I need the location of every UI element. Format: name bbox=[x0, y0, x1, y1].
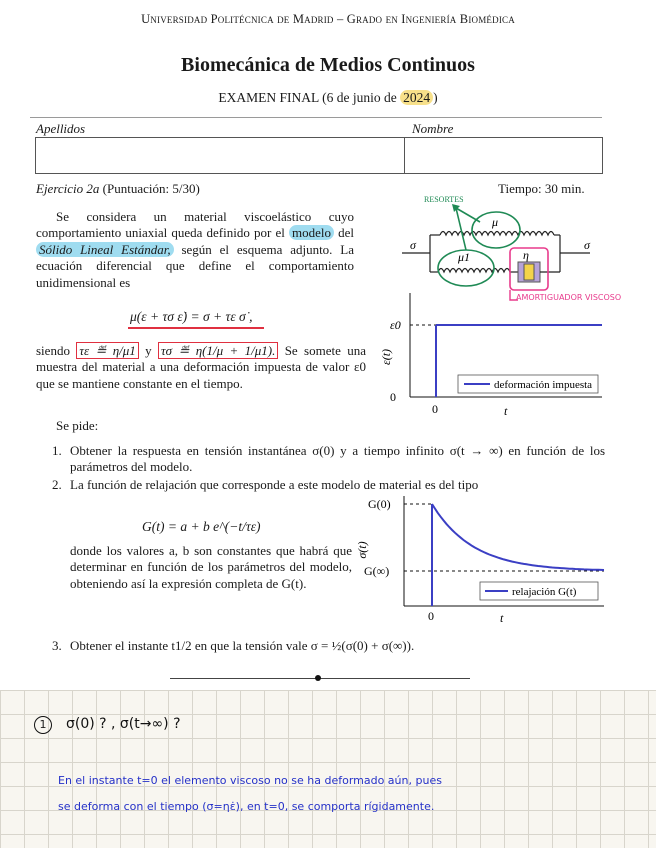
mu-label: μ bbox=[492, 215, 499, 229]
relaxation-series-line bbox=[432, 504, 604, 570]
q2-number: 2. bbox=[52, 477, 62, 492]
intro-a: Se considera un material viscoelástico cuyo comportamiento uniaxial queda definido por el bbox=[36, 209, 354, 241]
x-tick-label: 0 bbox=[428, 609, 434, 623]
highlight-modelo: modelo bbox=[289, 225, 334, 240]
y-axis-label: σ(t) bbox=[355, 541, 369, 559]
y-tick-label: 0 bbox=[390, 390, 396, 404]
intro-paragraph bbox=[36, 209, 354, 291]
equation-underline bbox=[128, 327, 264, 329]
q1-number: 1. bbox=[52, 443, 62, 458]
question-2-detail: donde los valores a, b son constantes que habrá que determinar en función de los parámetros del modelo, obteniendo así la expresión completa de G(t). bbox=[70, 543, 352, 591]
apellidos-label: Apellidos bbox=[36, 121, 86, 136]
mu1-label: μ1 bbox=[458, 250, 471, 264]
notes-grid bbox=[0, 690, 656, 848]
y-tick-label: G(0) bbox=[368, 497, 391, 511]
notes-line-2: se deforma con el tiempo (σ=ηε̇), en t=0, se comporta rígidamente. bbox=[58, 800, 435, 813]
exam-suffix: ) bbox=[433, 90, 438, 105]
nombre-label: Nombre bbox=[412, 121, 454, 136]
sigma-left-label: σ bbox=[410, 238, 416, 252]
apellidos-field[interactable] bbox=[35, 137, 405, 174]
legend-label: deformación impuesta bbox=[494, 379, 593, 391]
separator-dot bbox=[315, 675, 321, 681]
spring-mu1 bbox=[438, 269, 510, 273]
highlight-solido: Sólido Lineal Estándar, bbox=[36, 242, 174, 257]
y-tick-label: G(∞) bbox=[364, 564, 390, 578]
x-tick-label: 0 bbox=[432, 402, 438, 416]
exercise-title: Ejercicio 2a bbox=[36, 181, 100, 196]
notes-item-number: 1 bbox=[34, 716, 52, 734]
intro-c: según el esquema adjunto. La ecuación diferencial que define el comportamiento unidimensional es bbox=[36, 241, 354, 290]
notes-heading: σ(0) ? , σ(t→∞) ? bbox=[66, 716, 181, 732]
course-title: Biomecánica de Medios Continuos bbox=[181, 54, 475, 76]
def-and: y bbox=[145, 343, 152, 358]
relaxation-formula: G(t) = a + b e^(−t/τε) bbox=[142, 519, 261, 534]
exercise-heading bbox=[36, 181, 200, 197]
springs-annotation: RESORTES bbox=[424, 195, 464, 204]
exercise-score: (Puntuación: 5/30) bbox=[102, 181, 200, 196]
damper-annotation: AMORTIGUADOR VISCOSO bbox=[516, 293, 622, 302]
def-prefix: siendo bbox=[36, 343, 70, 358]
def-rest: Se somete una muestra del material a una deformación impuesta de valor ε0 que se mantiene constante en el tiempo. bbox=[36, 343, 366, 391]
differential-equation: μ(ε + τσ ε̇) = σ + τε σ̇ , bbox=[130, 309, 253, 324]
y-tick-label: ε0 bbox=[390, 318, 401, 332]
divider bbox=[30, 117, 602, 118]
def-tau-eps: τε ≝ η/μ1 bbox=[76, 342, 138, 359]
y-axis-label: ε(t) bbox=[379, 348, 393, 366]
nombre-field[interactable] bbox=[404, 137, 603, 174]
q3-number: 3. bbox=[52, 638, 62, 653]
strain-chart bbox=[370, 285, 610, 425]
sigma-right-label: σ bbox=[584, 238, 590, 252]
question-3: Obtener el instante t1/2 en que la tensión vale σ = ½(σ(0) + σ(∞)). bbox=[70, 638, 415, 653]
question-1: Obtener la respuesta en tensión instantánea σ(0) y a tiempo infinito σ(t → ∞) en función de los parámetros del modelo. bbox=[70, 443, 605, 475]
exam-line bbox=[0, 90, 656, 106]
legend-label: relajación G(t) bbox=[512, 586, 577, 598]
damper-piston bbox=[524, 264, 534, 280]
def-tau-sigma: τσ ≝ η(1/μ + 1/μ1). bbox=[158, 342, 278, 359]
x-axis-label: t bbox=[504, 404, 508, 418]
exercise-time: Tiempo: 30 min. bbox=[498, 181, 585, 196]
se-pide: Se pide: bbox=[56, 418, 99, 433]
institution-header: Universidad Politécnica de Madrid – Grado en Ingeniería Biomédica bbox=[141, 12, 515, 26]
definitions-paragraph bbox=[36, 343, 366, 392]
question-2: La función de relajación que corresponde a este modelo de material es del tipo bbox=[70, 477, 479, 492]
x-axis-label: t bbox=[500, 611, 504, 625]
exam-prefix: EXAMEN FINAL (6 de junio de bbox=[218, 90, 401, 105]
relaxation-chart bbox=[350, 490, 612, 630]
exam-year-highlight: 2024 bbox=[400, 90, 433, 105]
spring-mu bbox=[440, 232, 554, 236]
notes-line-1: En el instante t=0 el elemento viscoso no se ha deformado aún, pues bbox=[58, 774, 442, 787]
intro-b: del bbox=[333, 225, 354, 241]
eta-label: η bbox=[523, 248, 529, 262]
